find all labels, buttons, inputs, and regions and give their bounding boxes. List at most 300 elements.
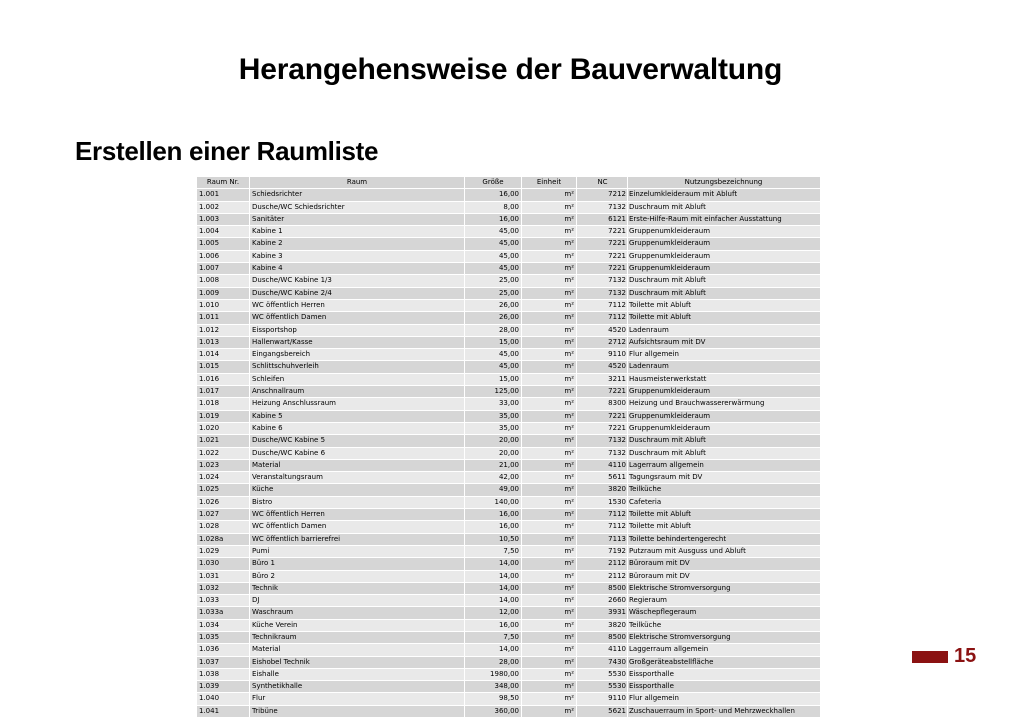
- table-row: [197, 459, 821, 471]
- room-name-cell: Eishobel Technik: [250, 656, 465, 668]
- room-unit-cell: m²: [522, 484, 577, 496]
- room-unit-cell: m²: [522, 705, 577, 717]
- room-unit-cell: m²: [522, 361, 577, 373]
- room-nc-cell: 7221: [577, 238, 628, 250]
- room-size-cell: 14,00: [465, 644, 522, 656]
- room-unit-cell: m²: [522, 312, 577, 324]
- table-row: [197, 619, 821, 631]
- room-usage-cell: Putzraum mit Ausguss und Abluft: [628, 545, 821, 557]
- page-number: 15: [954, 645, 977, 667]
- room-usage-cell: Toilette mit Abluft: [628, 299, 821, 311]
- room-unit-cell: m²: [522, 459, 577, 471]
- room-size-cell: 140,00: [465, 496, 522, 508]
- room-name-cell: WC öffentlich Herren: [250, 299, 465, 311]
- room-nc-cell: 8300: [577, 398, 628, 410]
- room-number-cell: 1.017: [197, 386, 250, 398]
- room-usage-cell: Hausmeisterwerkstatt: [628, 373, 821, 385]
- room-nc-cell: 7430: [577, 656, 628, 668]
- room-name-cell: Technik: [250, 582, 465, 594]
- table-row: [197, 201, 821, 213]
- room-usage-cell: Gruppenumkleideraum: [628, 263, 821, 275]
- room-unit-cell: m²: [522, 435, 577, 447]
- room-size-cell: 14,00: [465, 595, 522, 607]
- room-usage-cell: Duschraum mit Abluft: [628, 275, 821, 287]
- room-number-cell: 1.015: [197, 361, 250, 373]
- room-usage-cell: Tagungsraum mit DV: [628, 472, 821, 484]
- room-unit-cell: m²: [522, 238, 577, 250]
- room-unit-cell: m²: [522, 263, 577, 275]
- table-header-row: [197, 177, 821, 189]
- room-number-cell: 1.005: [197, 238, 250, 250]
- room-unit-cell: m²: [522, 533, 577, 545]
- room-size-cell: 12,00: [465, 607, 522, 619]
- room-nc-cell: 3211: [577, 373, 628, 385]
- header-nc: NC: [577, 177, 628, 189]
- room-unit-cell: m²: [522, 201, 577, 213]
- room-size-cell: 360,00: [465, 705, 522, 717]
- room-nc-cell: 7112: [577, 299, 628, 311]
- room-name-cell: Küche Verein: [250, 619, 465, 631]
- room-size-cell: 1980,00: [465, 668, 522, 680]
- room-name-cell: WC öffentlich Herren: [250, 509, 465, 521]
- room-size-cell: 28,00: [465, 324, 522, 336]
- room-nc-cell: 8500: [577, 631, 628, 643]
- room-number-cell: 1.014: [197, 349, 250, 361]
- room-size-cell: 28,00: [465, 656, 522, 668]
- room-nc-cell: 4520: [577, 361, 628, 373]
- room-name-cell: Tribüne: [250, 705, 465, 717]
- table-row: [197, 312, 821, 324]
- table-row: [197, 693, 821, 705]
- room-number-cell: 1.026: [197, 496, 250, 508]
- room-usage-cell: Gruppenumkleideraum: [628, 410, 821, 422]
- room-usage-cell: Großgeräteabstellfläche: [628, 656, 821, 668]
- room-nc-cell: 1530: [577, 496, 628, 508]
- room-size-cell: 42,00: [465, 472, 522, 484]
- room-unit-cell: m²: [522, 558, 577, 570]
- room-unit-cell: m²: [522, 447, 577, 459]
- room-size-cell: 21,00: [465, 459, 522, 471]
- room-number-cell: 1.033: [197, 595, 250, 607]
- room-usage-cell: Einzelumkleideraum mit Abluft: [628, 189, 821, 201]
- room-unit-cell: m²: [522, 336, 577, 348]
- room-nc-cell: 7132: [577, 201, 628, 213]
- room-unit-cell: m²: [522, 287, 577, 299]
- room-size-cell: 14,00: [465, 582, 522, 594]
- room-nc-cell: 7132: [577, 287, 628, 299]
- room-unit-cell: m²: [522, 509, 577, 521]
- room-size-cell: 14,00: [465, 570, 522, 582]
- room-number-cell: 1.009: [197, 287, 250, 299]
- room-nc-cell: 9110: [577, 693, 628, 705]
- room-nc-cell: 6121: [577, 213, 628, 225]
- room-usage-cell: Ladenraum: [628, 361, 821, 373]
- room-unit-cell: m²: [522, 668, 577, 680]
- room-usage-cell: Flur allgemein: [628, 693, 821, 705]
- room-name-cell: Material: [250, 459, 465, 471]
- room-number-cell: 1.038: [197, 668, 250, 680]
- header-room: Raum: [250, 177, 465, 189]
- room-usage-cell: Teilküche: [628, 619, 821, 631]
- table-row: [197, 570, 821, 582]
- room-name-cell: Büro 2: [250, 570, 465, 582]
- room-size-cell: 45,00: [465, 238, 522, 250]
- room-unit-cell: m²: [522, 373, 577, 385]
- room-size-cell: 35,00: [465, 422, 522, 434]
- room-unit-cell: m²: [522, 582, 577, 594]
- room-nc-cell: 7221: [577, 386, 628, 398]
- room-usage-cell: Regieraum: [628, 595, 821, 607]
- room-name-cell: DJ: [250, 595, 465, 607]
- table-row: [197, 299, 821, 311]
- room-nc-cell: 7221: [577, 226, 628, 238]
- room-size-cell: 7,50: [465, 631, 522, 643]
- room-size-cell: 125,00: [465, 386, 522, 398]
- room-number-cell: 1.019: [197, 410, 250, 422]
- room-number-cell: 1.029: [197, 545, 250, 557]
- room-usage-cell: Ladenraum: [628, 324, 821, 336]
- table-row: [197, 607, 821, 619]
- room-number-cell: 1.024: [197, 472, 250, 484]
- table-row: [197, 422, 821, 434]
- room-number-cell: 1.035: [197, 631, 250, 643]
- room-nc-cell: 5530: [577, 668, 628, 680]
- page-number-badge: [912, 645, 976, 668]
- table-row: [197, 263, 821, 275]
- room-unit-cell: m²: [522, 619, 577, 631]
- table-row: [197, 373, 821, 385]
- table-row: [197, 361, 821, 373]
- room-nc-cell: 4520: [577, 324, 628, 336]
- room-unit-cell: m²: [522, 631, 577, 643]
- room-nc-cell: 5611: [577, 472, 628, 484]
- room-name-cell: Waschraum: [250, 607, 465, 619]
- room-number-cell: 1.028a: [197, 533, 250, 545]
- room-number-cell: 1.010: [197, 299, 250, 311]
- room-usage-cell: Toilette mit Abluft: [628, 509, 821, 521]
- room-usage-cell: Eissporthalle: [628, 668, 821, 680]
- room-name-cell: Kabine 4: [250, 263, 465, 275]
- room-nc-cell: 7112: [577, 521, 628, 533]
- room-nc-cell: 3931: [577, 607, 628, 619]
- table-row: [197, 545, 821, 557]
- room-usage-cell: Gruppenumkleideraum: [628, 226, 821, 238]
- room-name-cell: Dusche/WC Kabine 5: [250, 435, 465, 447]
- room-size-cell: 45,00: [465, 263, 522, 275]
- room-number-cell: 1.020: [197, 422, 250, 434]
- room-nc-cell: 7221: [577, 263, 628, 275]
- room-size-cell: 16,00: [465, 619, 522, 631]
- table-row: [197, 558, 821, 570]
- room-number-cell: 1.039: [197, 681, 250, 693]
- room-number-cell: 1.032: [197, 582, 250, 594]
- room-size-cell: 7,50: [465, 545, 522, 557]
- table-row: [197, 410, 821, 422]
- room-nc-cell: 5621: [577, 705, 628, 717]
- room-unit-cell: m²: [522, 349, 577, 361]
- room-name-cell: Kabine 5: [250, 410, 465, 422]
- room-size-cell: 20,00: [465, 435, 522, 447]
- room-size-cell: 16,00: [465, 509, 522, 521]
- room-usage-cell: Gruppenumkleideraum: [628, 386, 821, 398]
- table-row: [197, 472, 821, 484]
- room-usage-cell: Erste-Hilfe-Raum mit einfacher Ausstattung: [628, 213, 821, 225]
- room-nc-cell: 3820: [577, 619, 628, 631]
- room-name-cell: WC öffentlich Damen: [250, 521, 465, 533]
- room-unit-cell: m²: [522, 472, 577, 484]
- room-unit-cell: m²: [522, 410, 577, 422]
- table-row: [197, 324, 821, 336]
- table-row: [197, 681, 821, 693]
- room-name-cell: Dusche/WC Kabine 2/4: [250, 287, 465, 299]
- room-number-cell: 1.030: [197, 558, 250, 570]
- table-row: [197, 582, 821, 594]
- header-usage: Nutzungsbezeichnung: [628, 177, 821, 189]
- room-number-cell: 1.008: [197, 275, 250, 287]
- header-unit: Einheit: [522, 177, 577, 189]
- room-unit-cell: m²: [522, 656, 577, 668]
- room-name-cell: Synthetikhalle: [250, 681, 465, 693]
- room-unit-cell: m²: [522, 226, 577, 238]
- room-usage-cell: Laggerraum allgemein: [628, 644, 821, 656]
- room-name-cell: Schlittschuhverleih: [250, 361, 465, 373]
- room-number-cell: 1.013: [197, 336, 250, 348]
- table-row: [197, 668, 821, 680]
- room-name-cell: Eissportshop: [250, 324, 465, 336]
- room-size-cell: 20,00: [465, 447, 522, 459]
- table-row: [197, 238, 821, 250]
- room-usage-cell: Toilette mit Abluft: [628, 312, 821, 324]
- table-row: [197, 509, 821, 521]
- room-name-cell: Heizung Anschlussraum: [250, 398, 465, 410]
- room-nc-cell: 7132: [577, 275, 628, 287]
- room-usage-cell: Gruppenumkleideraum: [628, 238, 821, 250]
- room-size-cell: 49,00: [465, 484, 522, 496]
- room-size-cell: 45,00: [465, 250, 522, 262]
- room-name-cell: Flur: [250, 693, 465, 705]
- room-name-cell: WC öffentlich barrierefrei: [250, 533, 465, 545]
- table-body: [197, 189, 821, 718]
- room-number-cell: 1.006: [197, 250, 250, 262]
- room-name-cell: Material: [250, 644, 465, 656]
- room-size-cell: 35,00: [465, 410, 522, 422]
- room-name-cell: Technikraum: [250, 631, 465, 643]
- room-size-cell: 8,00: [465, 201, 522, 213]
- room-size-cell: 15,00: [465, 373, 522, 385]
- table-row: [197, 705, 821, 717]
- room-name-cell: Dusche/WC Kabine 6: [250, 447, 465, 459]
- room-unit-cell: m²: [522, 275, 577, 287]
- room-name-cell: Eingangsbereich: [250, 349, 465, 361]
- room-usage-cell: Büroraum mit DV: [628, 570, 821, 582]
- table-row: [197, 533, 821, 545]
- room-usage-cell: Toilette mit Abluft: [628, 521, 821, 533]
- table-row: [197, 435, 821, 447]
- room-name-cell: Bistro: [250, 496, 465, 508]
- room-usage-cell: Aufsichtsraum mit DV: [628, 336, 821, 348]
- room-size-cell: 98,50: [465, 693, 522, 705]
- room-unit-cell: m²: [522, 496, 577, 508]
- room-number-cell: 1.023: [197, 459, 250, 471]
- room-unit-cell: m²: [522, 521, 577, 533]
- room-nc-cell: 8500: [577, 582, 628, 594]
- room-unit-cell: m²: [522, 324, 577, 336]
- room-usage-cell: Zuschauerraum in Sport- und Mehrzweckhallen: [628, 705, 821, 717]
- room-unit-cell: m²: [522, 545, 577, 557]
- room-number-cell: 1.021: [197, 435, 250, 447]
- room-usage-cell: Elektrische Stromversorgung: [628, 582, 821, 594]
- room-unit-cell: m²: [522, 570, 577, 582]
- room-size-cell: 45,00: [465, 361, 522, 373]
- room-name-cell: Kabine 2: [250, 238, 465, 250]
- table-header: [197, 177, 821, 189]
- table-row: [197, 484, 821, 496]
- slide-title: Herangehensweise der Bauverwaltung: [238, 53, 783, 86]
- table-row: [197, 287, 821, 299]
- room-size-cell: 16,00: [465, 521, 522, 533]
- room-name-cell: Dusche/WC Schiedsrichter: [250, 201, 465, 213]
- room-usage-cell: Toilette behindertengerecht: [628, 533, 821, 545]
- room-size-cell: 14,00: [465, 558, 522, 570]
- room-nc-cell: 7113: [577, 533, 628, 545]
- room-name-cell: Dusche/WC Kabine 1/3: [250, 275, 465, 287]
- room-nc-cell: 7132: [577, 435, 628, 447]
- room-size-cell: 26,00: [465, 299, 522, 311]
- room-number-cell: 1.022: [197, 447, 250, 459]
- room-size-cell: 348,00: [465, 681, 522, 693]
- room-nc-cell: 7112: [577, 312, 628, 324]
- room-name-cell: Veranstaltungsraum: [250, 472, 465, 484]
- room-nc-cell: 7192: [577, 545, 628, 557]
- room-usage-cell: Duschraum mit Abluft: [628, 201, 821, 213]
- room-name-cell: Küche: [250, 484, 465, 496]
- table-row: [197, 644, 821, 656]
- table-row: [197, 631, 821, 643]
- room-unit-cell: m²: [522, 398, 577, 410]
- table-row: [197, 349, 821, 361]
- room-usage-cell: Duschraum mit Abluft: [628, 435, 821, 447]
- table-row: [197, 595, 821, 607]
- room-number-cell: 1.041: [197, 705, 250, 717]
- room-usage-cell: Wäschepflegeraum: [628, 607, 821, 619]
- room-nc-cell: 7221: [577, 422, 628, 434]
- room-name-cell: Kabine 6: [250, 422, 465, 434]
- room-usage-cell: Lagerraum allgemein: [628, 459, 821, 471]
- table-row: [197, 226, 821, 238]
- room-number-cell: 1.007: [197, 263, 250, 275]
- room-unit-cell: m²: [522, 299, 577, 311]
- room-number-cell: 1.018: [197, 398, 250, 410]
- room-usage-cell: Duschraum mit Abluft: [628, 447, 821, 459]
- table-row: [197, 521, 821, 533]
- room-unit-cell: m²: [522, 422, 577, 434]
- room-name-cell: WC öffentlich Damen: [250, 312, 465, 324]
- room-nc-cell: 7212: [577, 189, 628, 201]
- room-usage-cell: Heizung und Brauchwassererwärmung: [628, 398, 821, 410]
- table-row: [197, 213, 821, 225]
- room-size-cell: 25,00: [465, 275, 522, 287]
- room-unit-cell: m²: [522, 386, 577, 398]
- room-number-cell: 1.028: [197, 521, 250, 533]
- room-nc-cell: 5530: [577, 681, 628, 693]
- room-name-cell: Kabine 1: [250, 226, 465, 238]
- table-row: [197, 447, 821, 459]
- room-size-cell: 15,00: [465, 336, 522, 348]
- room-unit-cell: m²: [522, 250, 577, 262]
- room-usage-cell: Gruppenumkleideraum: [628, 250, 821, 262]
- room-size-cell: 26,00: [465, 312, 522, 324]
- room-size-cell: 45,00: [465, 226, 522, 238]
- room-size-cell: 25,00: [465, 287, 522, 299]
- room-nc-cell: 7132: [577, 447, 628, 459]
- room-name-cell: Schiedsrichter: [250, 189, 465, 201]
- room-unit-cell: m²: [522, 595, 577, 607]
- room-nc-cell: 2712: [577, 336, 628, 348]
- room-usage-cell: Gruppenumkleideraum: [628, 422, 821, 434]
- room-size-cell: 10,50: [465, 533, 522, 545]
- room-nc-cell: 4110: [577, 459, 628, 471]
- room-nc-cell: 3820: [577, 484, 628, 496]
- room-size-cell: 45,00: [465, 349, 522, 361]
- table-row: [197, 189, 821, 201]
- room-nc-cell: 7221: [577, 250, 628, 262]
- room-unit-cell: m²: [522, 693, 577, 705]
- room-name-cell: Anschnallraum: [250, 386, 465, 398]
- room-nc-cell: 2112: [577, 558, 628, 570]
- room-nc-cell: 7221: [577, 410, 628, 422]
- table-row: [197, 398, 821, 410]
- table-row: [197, 336, 821, 348]
- room-number-cell: 1.001: [197, 189, 250, 201]
- room-nc-cell: 9110: [577, 349, 628, 361]
- room-number-cell: 1.040: [197, 693, 250, 705]
- room-number-cell: 1.004: [197, 226, 250, 238]
- page-accent-bar: [912, 651, 948, 663]
- room-name-cell: Kabine 3: [250, 250, 465, 262]
- table-row: [197, 386, 821, 398]
- room-size-cell: 16,00: [465, 213, 522, 225]
- room-name-cell: Büro 1: [250, 558, 465, 570]
- room-name-cell: Hallenwart/Kasse: [250, 336, 465, 348]
- room-number-cell: 1.034: [197, 619, 250, 631]
- room-nc-cell: 2660: [577, 595, 628, 607]
- room-usage-cell: Flur allgemein: [628, 349, 821, 361]
- room-number-cell: 1.031: [197, 570, 250, 582]
- room-usage-cell: Cafeteria: [628, 496, 821, 508]
- room-number-cell: 1.025: [197, 484, 250, 496]
- room-number-cell: 1.037: [197, 656, 250, 668]
- room-size-cell: 16,00: [465, 189, 522, 201]
- room-usage-cell: Büroraum mit DV: [628, 558, 821, 570]
- room-number-cell: 1.011: [197, 312, 250, 324]
- room-number-cell: 1.033a: [197, 607, 250, 619]
- room-nc-cell: 4110: [577, 644, 628, 656]
- room-name-cell: Schleifen: [250, 373, 465, 385]
- room-usage-cell: Duschraum mit Abluft: [628, 287, 821, 299]
- room-unit-cell: m²: [522, 607, 577, 619]
- room-nc-cell: 2112: [577, 570, 628, 582]
- table-row: [197, 250, 821, 262]
- room-usage-cell: Eissporthalle: [628, 681, 821, 693]
- room-unit-cell: m²: [522, 681, 577, 693]
- room-number-cell: 1.036: [197, 644, 250, 656]
- room-number-cell: 1.016: [197, 373, 250, 385]
- room-name-cell: Eishalle: [250, 668, 465, 680]
- room-usage-cell: Teilküche: [628, 484, 821, 496]
- slide-subtitle: Erstellen einer Raumliste: [75, 136, 379, 166]
- room-name-cell: Sanitäter: [250, 213, 465, 225]
- room-number-cell: 1.012: [197, 324, 250, 336]
